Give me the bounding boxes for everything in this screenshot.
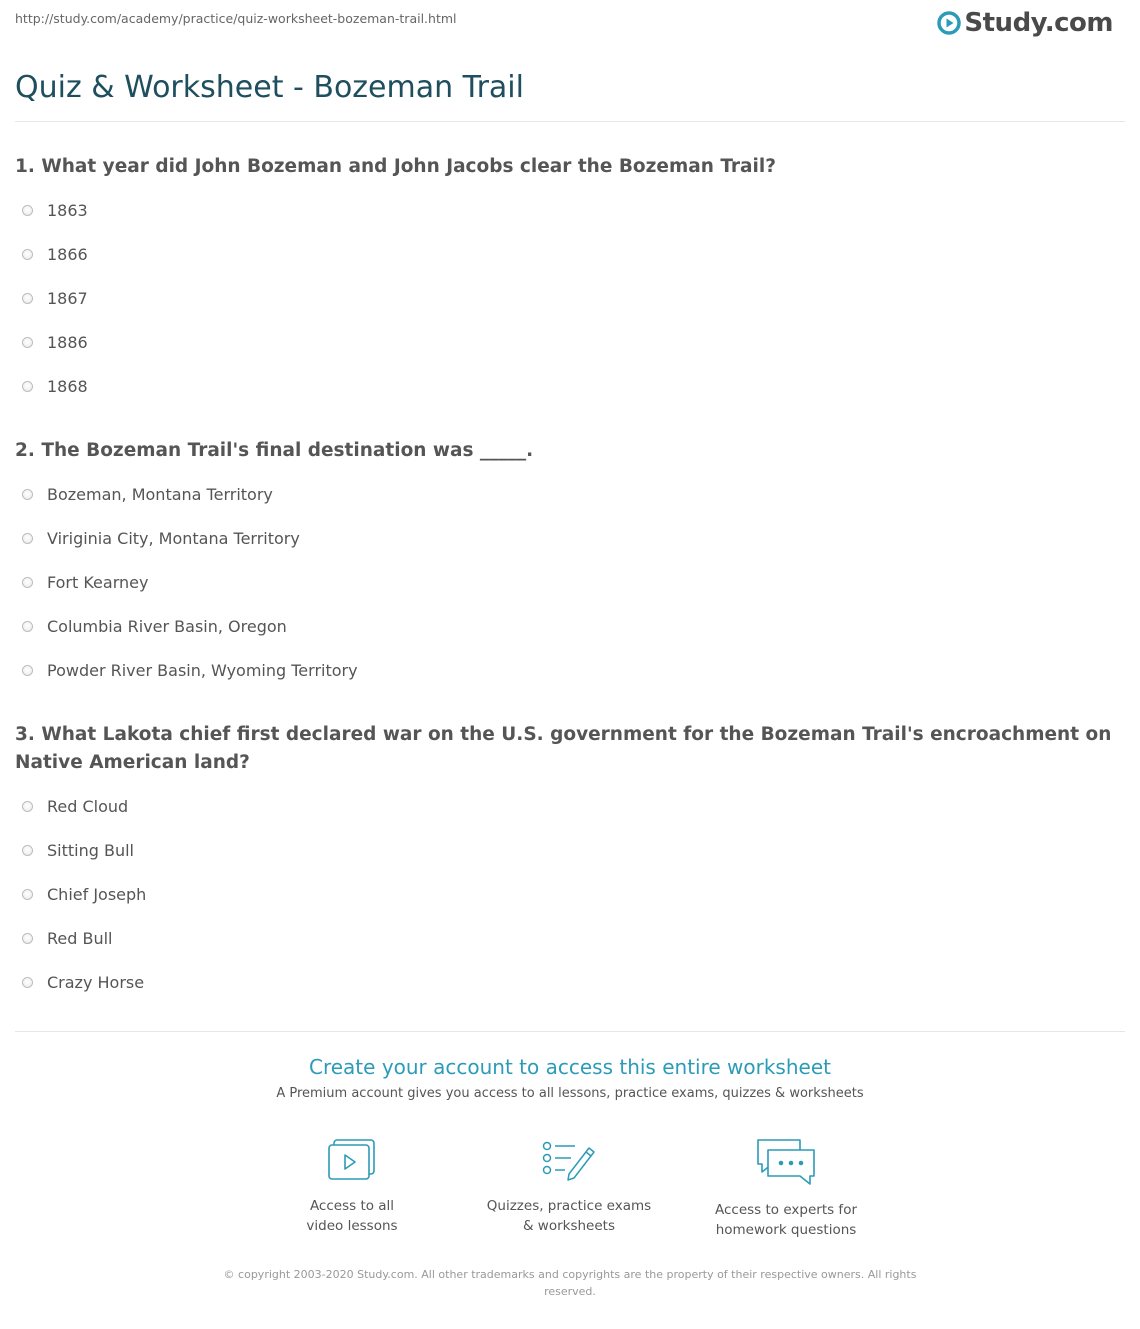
radio-button[interactable]	[22, 293, 33, 304]
question-3: 3. What Lakota chief first declared war on the U.S. government for the Bozeman Trail's encroachment on Native American land?	[15, 724, 1112, 773]
radio-button[interactable]	[22, 533, 33, 544]
question-1-options	[22, 188, 88, 408]
answer-label: 1867	[47, 288, 88, 308]
question-1: 1. What year did John Bozeman and John Jacobs clear the Bozeman Trail?	[15, 156, 776, 177]
page-title: Quiz & Worksheet - Bozeman Trail	[15, 70, 524, 105]
radio-button[interactable]	[22, 205, 33, 216]
answer-label: Sitting Bull	[47, 840, 134, 860]
radio-button[interactable]	[22, 845, 33, 856]
footer-divider	[15, 1031, 1125, 1032]
answer-option[interactable]	[22, 872, 146, 916]
video-lessons-icon	[326, 1138, 378, 1184]
answer-label: Crazy Horse	[47, 972, 145, 992]
answer-label: 1886	[47, 332, 88, 352]
page-url: http://study.com/academy/practice/quiz-worksheet-bozeman-trail.html	[15, 11, 457, 26]
radio-button[interactable]	[22, 889, 33, 900]
radio-button[interactable]	[22, 249, 33, 260]
radio-button[interactable]	[22, 933, 33, 944]
radio-button[interactable]	[22, 337, 33, 348]
play-circle-icon	[937, 11, 961, 35]
answer-option[interactable]	[22, 916, 146, 960]
radio-button[interactable]	[22, 381, 33, 392]
question-3-options	[22, 784, 146, 1004]
answer-label: 1868	[47, 376, 88, 396]
radio-button[interactable]	[22, 801, 33, 812]
radio-button[interactable]	[22, 577, 33, 588]
answer-option[interactable]	[22, 188, 88, 232]
answer-label: Red Cloud	[47, 796, 129, 816]
cta-subtitle: A Premium account gives you access to all lessons, practice exams, quizzes & worksheets	[276, 1086, 864, 1101]
answer-option[interactable]	[22, 560, 358, 604]
answer-label: Bozeman, Montana Territory	[47, 484, 273, 504]
radio-button[interactable]	[22, 665, 33, 676]
radio-button[interactable]	[22, 621, 33, 632]
title-divider	[15, 121, 1125, 122]
answer-option[interactable]	[22, 648, 358, 692]
create-account-link[interactable]: Create your account to access this entire worksheet	[309, 1055, 831, 1079]
answer-option[interactable]	[22, 516, 358, 560]
chat-bubbles-icon	[754, 1138, 818, 1188]
answer-label: 1863	[47, 200, 88, 220]
feature-label: Quizzes, practice exams & worksheets	[486, 1198, 652, 1234]
question-2-options	[22, 472, 358, 692]
answer-label: Fort Kearney	[47, 572, 149, 592]
feature-label: Access to all video lessons	[306, 1198, 398, 1234]
answer-option[interactable]	[22, 784, 146, 828]
feature-label: Access to experts for homework questions	[714, 1202, 857, 1238]
answer-label: 1866	[47, 244, 88, 264]
answer-option[interactable]	[22, 828, 146, 872]
question-2: 2. The Bozeman Trail's final destination was _____.	[15, 440, 534, 461]
logo-text: Study.com	[964, 8, 1113, 38]
answer-label: Powder River Basin, Wyoming Territory	[47, 660, 358, 680]
quiz-checklist-icon	[541, 1138, 597, 1184]
answer-option[interactable]	[22, 604, 358, 648]
answer-option[interactable]	[22, 364, 88, 408]
answer-label: Viriginia City, Montana Territory	[47, 528, 300, 548]
answer-option[interactable]	[22, 276, 88, 320]
answer-label: Chief Joseph	[47, 884, 147, 904]
copyright-notice: © copyright 2003-2020 Study.com. All other trademarks and copyrights are the property of their respective owners. All rights reserved.	[223, 1268, 917, 1298]
answer-option[interactable]	[22, 472, 358, 516]
feature-experts	[686, 1138, 886, 1240]
answer-label: Red Bull	[47, 928, 113, 948]
radio-button[interactable]	[22, 977, 33, 988]
feature-video-lessons	[252, 1138, 452, 1236]
study-logo[interactable]	[937, 8, 1113, 38]
feature-quizzes	[469, 1138, 669, 1236]
radio-button[interactable]	[22, 489, 33, 500]
answer-label: Columbia River Basin, Oregon	[47, 616, 287, 636]
answer-option[interactable]	[22, 960, 146, 1004]
answer-option[interactable]	[22, 320, 88, 364]
answer-option[interactable]	[22, 232, 88, 276]
